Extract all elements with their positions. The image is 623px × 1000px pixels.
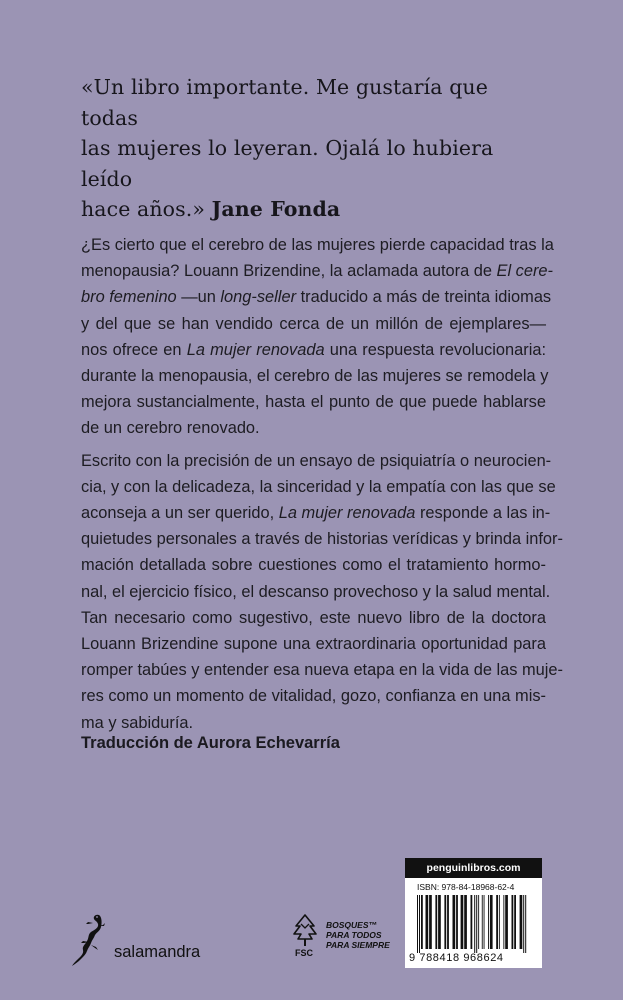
blurb-text: nos ofrece en bbox=[81, 340, 187, 359]
barcode-bar bbox=[417, 895, 418, 953]
barcode-bar bbox=[444, 895, 446, 949]
barcode-bar bbox=[484, 895, 485, 949]
blurb-line bbox=[81, 683, 546, 709]
barcode-bar bbox=[471, 895, 473, 949]
fsc-certification bbox=[290, 912, 390, 958]
blurb-text: Escrito con la precisión de un ensayo de psiquiatría o neurocien- bbox=[81, 451, 552, 470]
blurb-italic-text: El cere- bbox=[496, 262, 554, 281]
barcode-bar bbox=[476, 895, 477, 953]
fsc-tree-icon bbox=[290, 912, 320, 948]
book-blurb bbox=[81, 232, 564, 736]
blurb-line bbox=[81, 605, 546, 631]
barcode-bar bbox=[474, 895, 475, 953]
barcode-bar bbox=[525, 895, 526, 953]
blurb-text: responde a las in- bbox=[415, 504, 551, 523]
barcode-bar bbox=[429, 895, 432, 949]
salamander-icon bbox=[68, 912, 112, 968]
endorsement-quote bbox=[81, 72, 551, 225]
barcode-bar bbox=[496, 895, 498, 949]
blurb-text: y del que se han vendido cerca de un millón de ejemplares— bbox=[81, 314, 546, 333]
blurb-text: quietudes personales a través de historias verídicas y brinda infor- bbox=[81, 530, 563, 549]
barcode-bar bbox=[426, 895, 429, 949]
fsc-tagline-line: PARA TODOS bbox=[326, 930, 382, 940]
quote-author: Jane Fonda bbox=[211, 197, 341, 221]
blurb-line bbox=[81, 631, 546, 657]
barcode-bar bbox=[435, 895, 437, 949]
barcode-bar bbox=[453, 895, 456, 949]
barcode-bar bbox=[461, 895, 464, 949]
barcode-bar bbox=[419, 895, 420, 953]
blurb-line bbox=[81, 311, 546, 337]
fsc-label: FSC bbox=[295, 948, 313, 958]
barcode-bar bbox=[482, 895, 483, 949]
barcode-bar bbox=[523, 895, 524, 953]
blurb-text: Tan necesario como sugestivo, este nuevo libro de la doctora bbox=[81, 608, 546, 627]
barcode-bar bbox=[421, 895, 423, 949]
blurb-text: ma y sabiduría. bbox=[81, 713, 194, 732]
blurb-line bbox=[81, 232, 554, 258]
barcode-bar bbox=[520, 895, 523, 949]
publisher-logo bbox=[68, 910, 200, 970]
blurb-text: durante la menopausia, el cerebro de las mujeres se remodela y bbox=[81, 367, 549, 386]
blurb-text: traducido a más de treinta idiomas bbox=[296, 288, 552, 307]
blurb-italic-text: La mujer renovada bbox=[186, 340, 325, 359]
barcode-panel bbox=[405, 858, 542, 968]
blurb-text: ¿Es cierto que el cerebro de las mujeres pierde capacidad tras la bbox=[81, 236, 554, 254]
blurb-text: aconseja a un ser querido, bbox=[81, 504, 279, 523]
blurb-line bbox=[81, 474, 556, 500]
blurb-text: menopausia? Louann Brizendine, la aclamada autora de bbox=[81, 262, 497, 281]
barcode-bar bbox=[505, 895, 508, 949]
blurb-line bbox=[81, 389, 546, 415]
barcode-bar bbox=[438, 895, 441, 949]
blurb-text: cia, y con la delicadeza, la sinceridad y la empatía con las que se bbox=[81, 477, 556, 496]
barcode-bar bbox=[488, 895, 489, 949]
blurb-text: de un cerebro renovado. bbox=[81, 419, 260, 438]
blurb-line bbox=[81, 526, 563, 552]
blurb-italic-text: long-seller bbox=[220, 288, 297, 307]
blurb-line bbox=[81, 657, 564, 683]
blurb-line bbox=[81, 552, 546, 578]
translator-credit: Traducción de Aurora Echevarría bbox=[81, 734, 340, 752]
blurb-text: mejora sustancialmente, hasta el punto de que puede hablarse bbox=[81, 393, 546, 412]
publisher-website: penguinlibros.com bbox=[405, 858, 542, 878]
blurb-text: mación detallada sobre cuestiones como el tratamiento hormo- bbox=[81, 556, 546, 575]
blurb-line bbox=[81, 500, 551, 526]
barcode-bar bbox=[512, 895, 514, 949]
barcode-bar bbox=[503, 895, 504, 949]
blurb-line bbox=[81, 448, 552, 474]
barcode-bar bbox=[447, 895, 449, 949]
blurb-text: nal, el ejercicio físico, el descanso provechoso y la salud mental. bbox=[81, 582, 551, 601]
blurb-line bbox=[81, 710, 546, 736]
fsc-tagline-line: BOSQUES™ bbox=[326, 920, 378, 930]
blurb-paragraph-1 bbox=[81, 232, 554, 442]
quote-line: «Un libro importante. Me gustaría que todas bbox=[81, 75, 488, 130]
quote-line: las mujeres lo leyeran. Ojalá lo hubiera leído bbox=[81, 136, 494, 191]
blurb-line bbox=[81, 284, 552, 310]
ean-digits: 9 788418 968624 bbox=[409, 952, 504, 964]
fsc-tagline bbox=[326, 920, 390, 950]
blurb-line bbox=[81, 258, 554, 284]
blurb-paragraph-2 bbox=[81, 448, 564, 736]
publisher-name: salamandra bbox=[114, 942, 201, 961]
blurb-text: romper tabúes y entender esa nueva etapa en la vida de las muje- bbox=[81, 661, 564, 680]
barcode-bar bbox=[499, 895, 500, 949]
blurb-line bbox=[81, 415, 546, 441]
blurb-text: Louann Brizendine supone una extraordinaria oportunidad para bbox=[81, 635, 546, 654]
blurb-line bbox=[81, 363, 549, 389]
barcode-bars bbox=[413, 895, 535, 955]
blurb-italic-text: La mujer renovada bbox=[278, 504, 416, 523]
blurb-line bbox=[81, 337, 546, 363]
barcode-bar bbox=[478, 895, 479, 949]
fsc-tagline-line: PARA SIEMPRE bbox=[326, 940, 390, 950]
blurb-line bbox=[81, 579, 551, 605]
barcode-bar bbox=[464, 895, 467, 949]
isbn-text: ISBN: 978-84-18968-62-4 bbox=[417, 882, 515, 892]
blurb-text: —un bbox=[176, 288, 221, 307]
quote-line: hace años.» bbox=[81, 197, 205, 221]
barcode-bar bbox=[514, 895, 516, 949]
blurb-text: res como un momento de vitalidad, gozo, confianza en una mis- bbox=[81, 687, 546, 706]
blurb-text: una respuesta revolucionaria: bbox=[324, 340, 547, 359]
barcode-bar bbox=[490, 895, 493, 949]
blurb-italic-text: bro femenino bbox=[81, 288, 177, 307]
barcode-bar bbox=[456, 895, 458, 949]
